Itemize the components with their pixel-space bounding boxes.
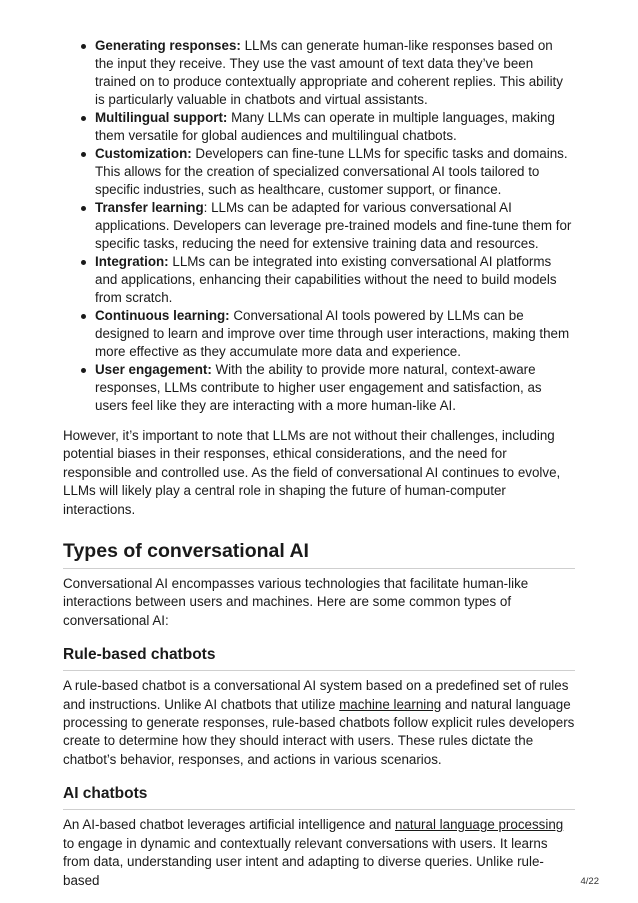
- types-intro-paragraph: Conversational AI encompasses various technologies that facilitate human-like interactions between users and machines. Here are some common types of conversational AI:: [63, 576, 529, 628]
- machine-learning-link[interactable]: machine learning: [339, 696, 442, 712]
- however-paragraph: However, it’s important to note that LLMs are not without their challenges, including potential biases in their responses, ethical considerations, and the need for responsible and controlled use. As the field of conversational AI continues to evolve, LLMs will likely play a central role in shaping the future of human-computer interactions.: [63, 428, 561, 517]
- list-item-term: Continuous learning:: [95, 308, 230, 323]
- natural-language-processing-link[interactable]: natural language processing: [395, 817, 564, 833]
- list-item-term: Generating responses:: [95, 38, 241, 53]
- list-item: [63, 109, 575, 145]
- rule-based-text-end: and natural language processing to generate responses, rule-based chatbots follow explicit rules developers create to determine how they should interact with users. These rules dictate the chatbot’s behavior, responses, and actions in various scenarios.: [63, 696, 575, 767]
- list-item-text: LLMs can generate human-like responses based on the input they receive. They use the vast amount of text data they’ve been trained on to produce contextually appropriate and coherent replies. This ability is particularly valuable in chatbots and virtual assistants.: [95, 38, 563, 107]
- list-item: [63, 37, 575, 109]
- llm-benefits-list: [63, 37, 575, 415]
- page-number: 4/22: [580, 876, 599, 887]
- bullet-dot-icon: [81, 206, 86, 211]
- rule-based-text-start: A rule-based chatbot is a conversational AI system based on a predefined set of rules and instructions. Unlike AI chatbots that utilize: [63, 678, 569, 712]
- list-item-text: Conversational AI tools powered by LLMs can be designed to learn and improve over time through user interactions, making them more effective as they accumulate more data and experience.: [95, 308, 570, 359]
- list-item-term: Customization:: [95, 146, 192, 161]
- bullet-dot-icon: [81, 260, 86, 265]
- rule-based-heading: Rule-based chatbots: [63, 630, 575, 671]
- list-item-term: Multilingual support:: [95, 110, 228, 125]
- list-item: [63, 199, 575, 253]
- list-item: [63, 361, 575, 415]
- bullet-dot-icon: [81, 368, 86, 373]
- rule-based-paragraph: [63, 677, 575, 769]
- list-item-text: LLMs can be integrated into existing conversational AI platforms and applications, enhancing their capabilities without the need to build models from scratch.: [95, 254, 557, 305]
- bullet-dot-icon: [81, 116, 86, 121]
- bullet-dot-icon: [81, 44, 86, 49]
- list-item-term: Integration:: [95, 254, 169, 269]
- bullet-dot-icon: [81, 314, 86, 319]
- document-page: [63, 37, 575, 890]
- list-item-term: Transfer learning: [95, 200, 204, 215]
- list-item-text: Developers can fine-tune LLMs for specific tasks and domains. This allows for the creation of specialized conversational AI tools tailored to specific industries, such as healthcare, customer support, or finance.: [95, 146, 568, 197]
- ai-chatbots-paragraph: [63, 816, 575, 890]
- ai-chatbots-text-start: An AI-based chatbot leverages artificial intelligence and: [63, 817, 395, 833]
- list-item: [63, 253, 575, 307]
- types-heading: Types of conversational AI: [63, 519, 575, 569]
- bullet-dot-icon: [81, 152, 86, 157]
- list-item-term: User engagement:: [95, 362, 212, 377]
- list-item-text: Many LLMs can operate in multiple languages, making them versatile for global audiences and multilingual chatbots.: [95, 110, 555, 143]
- ai-chatbots-heading: AI chatbots: [63, 769, 575, 810]
- ai-chatbots-text-end: to engage in dynamic and contextually relevant conversations with users. It learns from data, understanding user intent and adapting to diverse queries. Unlike rule-based: [63, 835, 548, 888]
- list-item: [63, 307, 575, 361]
- list-item: [63, 145, 575, 199]
- list-item-text: : LLMs can be adapted for various conversational AI applications. Developers can leverage pre-trained models and fine-tune them for specific tasks, reducing the need for extensive training data and resources.: [95, 200, 572, 251]
- list-item-text: With the ability to provide more natural, context-aware responses, LLMs contribute to higher user engagement and satisfaction, as users feel like they are interacting with a more human-like AI.: [95, 362, 542, 413]
